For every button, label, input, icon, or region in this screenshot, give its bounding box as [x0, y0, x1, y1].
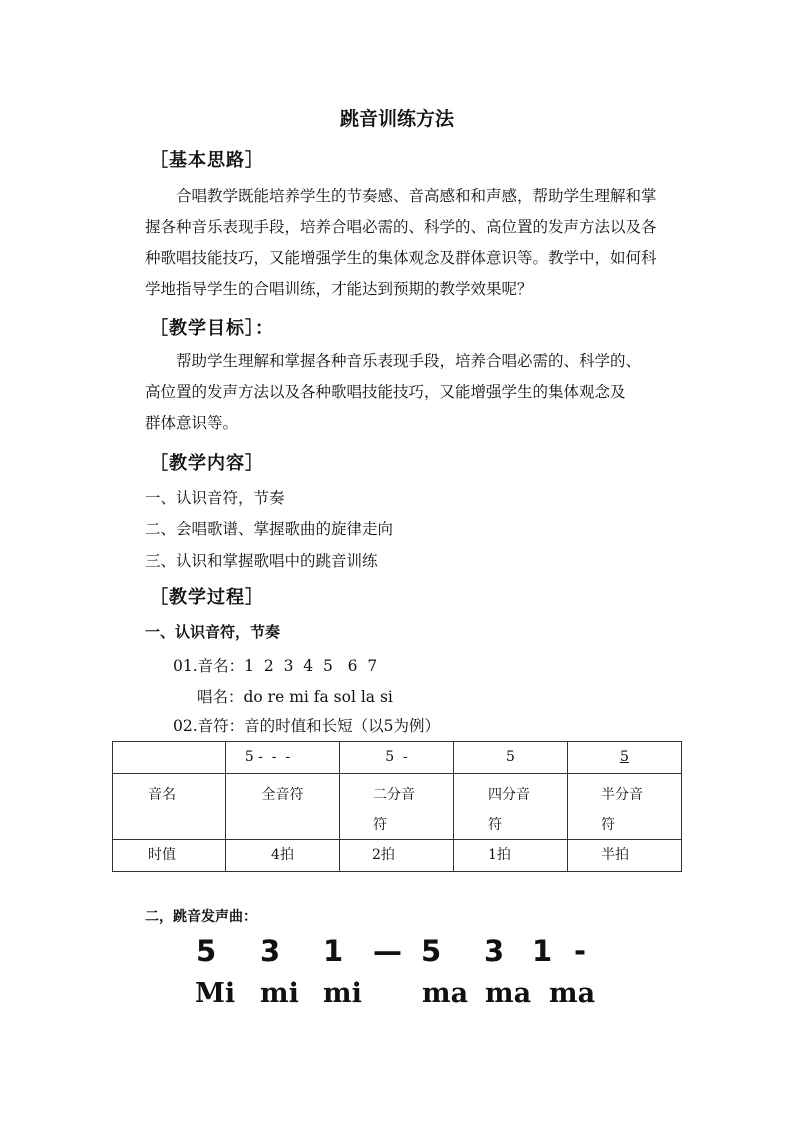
- table-cell: [226, 742, 340, 774]
- content-item-2: 二、会唱歌谱、掌握歌曲的旋律走向: [145, 520, 394, 538]
- quarter-note-notation: 5: [506, 749, 515, 765]
- table-cell: [454, 742, 568, 774]
- process-part1-title: 一、认识音符，节奏: [145, 623, 281, 641]
- syllable-6: ma: [549, 978, 596, 1009]
- content-item-1: 一、认识音符，节奏: [145, 489, 285, 507]
- table-cell: 1拍: [454, 840, 568, 872]
- exercise-note-2: 3: [260, 934, 281, 968]
- syllable-1: Mi: [195, 978, 236, 1009]
- exercise-dash-long: —: [373, 934, 402, 968]
- syllable-5: ma: [485, 978, 532, 1009]
- process-part2-title: 二，跳音发声曲：: [145, 909, 257, 925]
- basic-line-1: 合唱教学既能培养学生的节奏感、音高感和和声感，帮助学生理解和掌: [176, 187, 657, 205]
- table-cell: [113, 742, 226, 774]
- page-title: 跳音训练方法: [339, 108, 454, 130]
- exercise-note-6: 1: [532, 934, 553, 968]
- table-cell: 二分音 符: [340, 774, 454, 840]
- durations-intro: 02.音符：音的时值和长短（以5为例）: [173, 717, 441, 735]
- table-cell: 半拍: [568, 840, 682, 872]
- whole-note-notation: 5 - - -: [244, 749, 291, 765]
- syllable-3: mi: [323, 978, 362, 1009]
- goal-line-2: 高位置的发声方法以及各种歌唱技能技巧，又能增强学生的集体观念及: [145, 383, 626, 401]
- exercise-note-3: 1: [323, 934, 344, 968]
- table-row: [113, 774, 682, 840]
- pitch-names: 01.音名：1 2 3 4 5 6 7: [173, 657, 378, 675]
- table-cell: 半分音 符: [568, 774, 682, 840]
- heading-content: ［教学内容］: [150, 453, 264, 474]
- basic-line-4: 学地指导学生的合唱训练，才能达到预期的教学效果呢？: [145, 280, 533, 298]
- solfege-names: 唱名：do re mi fa sol la si: [197, 688, 393, 706]
- exercise-note-1: 5: [196, 934, 217, 968]
- basic-line-3: 种歌唱技能技巧，又能增强学生的集体观念及群体意识等。教学中，如何科: [145, 249, 657, 267]
- content-item-3: 三、认识和掌握歌唱中的跳音训练: [145, 552, 378, 570]
- table-cell: 四分音 符: [454, 774, 568, 840]
- exercise-dash-short: -: [574, 934, 587, 968]
- heading-process: ［教学过程］: [150, 587, 264, 608]
- syllable-4: ma: [422, 978, 469, 1009]
- goal-line-1: 帮助学生理解和掌握各种音乐表现手段，培养合唱必需的、科学的、: [176, 352, 642, 370]
- exercise-note-4: 5: [421, 934, 442, 968]
- heading-basic: ［基本思路］: [150, 150, 264, 171]
- table-cell: 音名: [113, 774, 226, 840]
- heading-goal: ［教学目标］：: [150, 318, 274, 339]
- eighth-note-notation: 5: [620, 749, 629, 765]
- syllable-2: mi: [260, 978, 299, 1009]
- table-cell: 4拍: [226, 840, 340, 872]
- note-duration-table: [112, 741, 682, 872]
- table-cell: [340, 742, 454, 774]
- goal-line-3: 群体意识等。: [145, 414, 239, 432]
- table-cell: 全音符: [226, 774, 340, 840]
- exercise-note-5: 3: [484, 934, 505, 968]
- half-note-notation: 5 -: [385, 749, 408, 765]
- table-cell: 时值: [113, 840, 226, 872]
- table-row: [113, 742, 682, 774]
- table-row: [113, 840, 682, 872]
- table-cell: 2拍: [340, 840, 454, 872]
- basic-line-2: 握各种音乐表现手段，培养合唱必需的、科学的、高位置的发声方法以及各: [145, 218, 657, 236]
- table-cell: [568, 742, 682, 774]
